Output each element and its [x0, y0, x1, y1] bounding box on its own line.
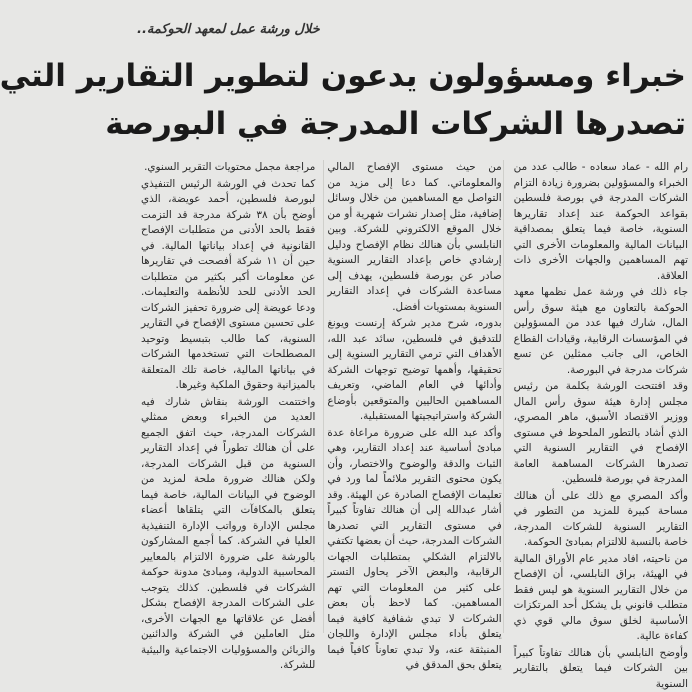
paragraph: بدوره، شرح مدير شركة إرنست ويونغ للتدقيق في فلسطين، سائد عبد الله، الأهداف التي ترمي التقارير السنوية إلى تحقيقها، وأهمها توضيح توجهات الشركة وأدائها في العام الماضي، وتعريف المساهمين الحاليين والمتوقعين بأوضاع الشركة واستراتيجيتها المستقبلية.	[327, 316, 501, 425]
article-kicker: خلال ورشة عمل لمعهد الحوكمة..	[137, 22, 430, 37]
newspaper-page	[137, 0, 692, 639]
paragraph: مراجعة مجمل محتويات التقرير السنوي.	[141, 160, 315, 176]
paragraph: وأكد المصري مع ذلك على أن هنالك مساحة كبيرة للمزيد من التطور في التقارير السنوية للشركات المدرجة، خاصة بالنسبة للالتزام بمبادئ الحوكمة.	[514, 489, 688, 551]
headline-line-2: تصدرها الشركات المدرجة في البورصة	[143, 100, 686, 148]
paragraph: رام الله - عماد سعاده - طالب عدد من الخبراء والمسؤولين بضرورة زيادة التزام الشركات المدرجة في بورصة فلسطين بقواعد الحوكمة عند إعداد تقاريرها السنوية، خاصة فيما يتعلق بمصداقية البيانات المالية والمعلومات الأخرى التي تهم المساهمين والجهات الأخرى ذات العلاقة.	[514, 160, 688, 284]
headline-line-1: خبراء ومسؤولون يدعون لتطوير التقارير التي	[143, 52, 686, 100]
paragraph: وأوضح النابلسي بأن هنالك تفاوتاً كبيراً بين الشركات فيما يتعلق بالتقارير السنوية	[514, 646, 688, 692]
article-headline	[143, 52, 686, 148]
paragraph: وقد افتتحت الورشة بكلمة من رئيس مجلس إدارة هيئة سوق رأس المال ووزير الاقتصاد الأسبق، ماهر المصري، الذي أشاد بالتطور الملحوظ في مستوى الإفصاح في التقارير السنوية التي تصدرها الشركات المساهمة العامة المدرجة في بورصة فلسطين.	[514, 379, 688, 488]
article-body	[141, 160, 688, 635]
paragraph: وأكد عبد الله على ضرورة مراعاة عدة مبادئ أساسية عند إعداد التقارير، وهي الثبات والدقة والوضوح والاختصار، وأن يكون محتوى التقرير ملائماً لما ورد في تعليمات الإفصاح الصادرة عن الهيئة. وقد أشار عبدالله إلى أن هنالك تفاوتاً كبيراً في مستوى التقارير التي تصدرها الشركات المدرجة، حيث أن بعضها تكتفي بالالتزام الشكلي بمتطلبات الجهات الرقابية، والبعض الآخر يحاول التستر على كثير من المعلومات التي تهم المساهمين. كما لاحظ بأن بعض الشركات لا تبدي شفافية كافية فيما يتعلق بأداء مجلس الإدارة واللجان المنبثقة عنه، ولا تبدي تعاوناً كافياً فيما يتعلق بحق المدقق في	[327, 426, 501, 674]
article-column-2	[327, 160, 501, 635]
paragraph: من ناحيته، افاد مدير عام الأوراق المالية في الهيئة، براق النابلسي، أن الإفصاح من خلال التقارير السنوية هو ليس فقط متطلب قانوني بل يشكل أحد المرتكزات الأساسية لخلق سوق مالي قوي ذي كفاءة عالية.	[514, 552, 688, 645]
article-column-3	[141, 160, 315, 635]
paragraph: واختتمت الورشة بنقاش شارك فيه العديد من الخبراء وبعض ممثلي الشركات المدرجة، حيث اتفق الجميع على أن هنالك تطوراً في إعداد التقارير السنوية من قبل الشركات المدرجة، ولكن هنالك ضرورة ملحة لمزيد من الوضوح في البيانات المالية، خاصة فيما يتعلق بالمكافآت التي يتلقاها أعضاء مجلس الإدارة ورواتب الإدارة التنفيذية العليا في الشركة. كما أجمع المشاركون بالورشة على ضرورة الالتزام بالمعايير المحاسبية الدولية، ومبادئ مدونة حوكمة الشركات في فلسطين. كذلك يتوجب على الشركات المدرجة الإفصاح بشكل أفضل عن علاقاتها مع الجهات الأخرى، مثل العاملين في الشركة والدائنين والزبائن والمسؤوليات الاجتماعية والبيئية للشركة.	[141, 395, 315, 674]
paragraph: كما تحدث في الورشة الرئيس التنفيذي لبورصة فلسطين، أحمد عويضة، الذي أوضح بأن ٣٨ شركة مدرجة قد التزمت فقط بالحد الأدنى من متطلبات الإفصاح القانونية في إعداد بياناتها المالية. في حين أن ١١ شركة أفصحت في تقاريرها عن معلومات أكبر بكثير من متطلبات الحد الأدنى للحد للأنظمة والتعليمات. ودعا عويضة إلى ضرورة تحفيز الشركات على تحسين مستوى الإفصاح في التقارير السنوية، كما طالب بتبسيط وتوحيد المصطلحات التي تستخدمها الشركات في بياناتها المالية، خاصة تلك المتعلقة بالميزانية وحقوق الملكية وغيرها.	[141, 177, 315, 394]
article-column-1	[514, 160, 688, 635]
paragraph: من حيث مستوى الإفصاح المالي والمعلوماتي. كما دعا إلى مزيد من التواصل مع المساهمين من خلال وسائل إضافية، مثل إصدار نشرات شهرية أو من خلال الموقع الالكتروني للشركة. وبين النابلسي بأن هنالك نظام الإفصاح ودليل إرشادي خاص بإعداد التقارير السنوية صادر عن بورصة فلسطين، يهدف إلى مساعدة الشركات في إعداد التقارير السنوية بمستويات أفضل.	[327, 160, 501, 315]
paragraph: جاء ذلك في ورشة عمل نظمها معهد الحوكمة بالتعاون مع هيئة سوق رأس المال، شارك فيها عدد من المسؤولين في المؤسسات الرقابية، وقيادات القطاع الخاص، الى جانب ممثلين عن تسع شركات مدرجة في البورصة.	[514, 285, 688, 378]
